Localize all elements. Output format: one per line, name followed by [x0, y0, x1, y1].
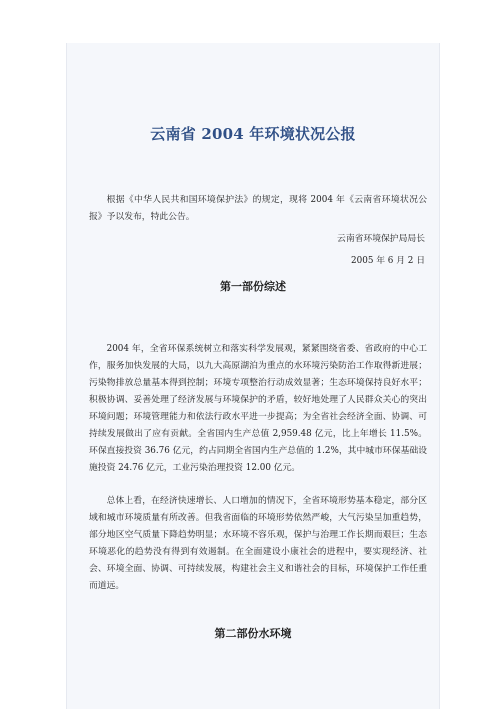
overview-paragraph-2: 总体上看，在经济快速增长、人口增加的情况下，全省环境形势基本稳定，部分区域和城市环境质量有所改善。但我省面临的环境形势依然严峻，大气污染呈加重趋势，部分地区空气质量下降趋势明显；水环境不容乐观，保护与治理工作长期而艰巨；生态环境恶化的趋势没有得到有效遏制。在全面建设小康社会的进程中，要实现经济、社会、环境全面、协调、可持续发展，构建社会主义和谐社会的目标，环境保护工作任重而道远。 [89, 496, 427, 591]
section-heading-overview: 第一部份综述 [220, 280, 286, 293]
signature-date: 2005 年 6 月 2 日 [351, 256, 425, 266]
overview-paragraph-1: 2004 年，全省环保系统树立和落实科学发展观，紧紧围绕省委、省政府的中心工作，服务加快发展的大局，以九大高原湖泊为重点的水环境污染防治工作取得新进展；污染物排放总量基本得到控制；环境专项整治行动成效显著；生态环境保持良好水平；积极协调、妥善处理了经济发展与环境保护的矛盾，较好地处理了人民群众关心的突出环境问题；环境管理能力和依法行政水平进一步提高；为全省社会经济全面、协调、可持续发展做出了应有贡献。全省国内生产总值 2,959.48 亿元，比上年增长 11.5%。环保直接投资 36.76 亿元，约占同期全省国内生产总值的 1.2%，其中城市环保基础设施投资 24.76 亿元，工业污染治理投资 12.00 亿元。 [89, 344, 427, 473]
document-title: 云南省 2004 年环境状况公报 [150, 125, 356, 143]
section-heading-water: 第二部份水环境 [214, 627, 292, 640]
signature-org: 云南省环境保护局局长 [337, 234, 425, 244]
intro-paragraph: 根据《中华人民共和国环境保护法》的规定，现将 2004 年《云南省环境状况公报》予以发布，特此公告。 [89, 195, 427, 222]
document-page [66, 43, 440, 709]
